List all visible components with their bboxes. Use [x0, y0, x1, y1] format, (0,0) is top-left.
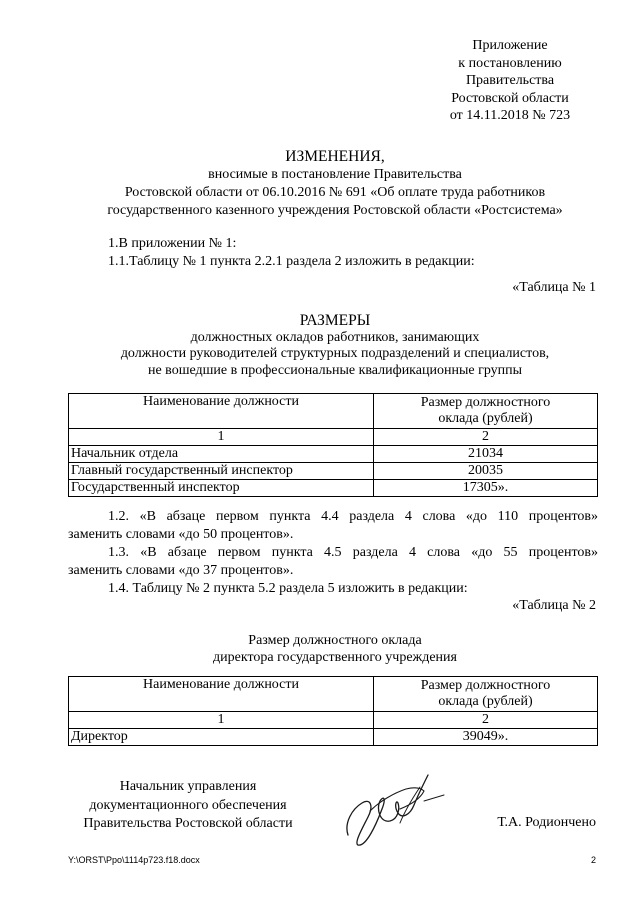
title-line: вносимые в постановление Правительства: [208, 167, 462, 182]
header-line: от 14.11.2018 № 723: [449, 108, 571, 123]
table2-heading: директора государственного учреждения: [213, 650, 457, 665]
table-header-cell: Наименование должности: [69, 394, 374, 429]
appendix-header: [380, 37, 640, 125]
table1-subheading: должности руководителей структурных подразделений и специалистов,: [120, 346, 550, 361]
item-1-4: 1.4. Таблицу № 2 пункта 5.2 раздела 5 изложить в редакции:: [108, 581, 468, 596]
table-row: [69, 480, 598, 497]
table-cell: 2: [374, 712, 598, 729]
items-block: [68, 508, 598, 598]
position-name: Директор: [69, 729, 374, 746]
table-number-row: [69, 429, 598, 446]
table-cell: 1: [69, 712, 374, 729]
position-name: Начальник отдела: [69, 446, 374, 463]
signatory-line: Начальник управления: [119, 779, 257, 794]
table-header-text: оклада (рублей): [438, 411, 533, 426]
item-1: 1.В приложении № 1:: [108, 236, 237, 251]
signatory-line: Правительства Ростовской области: [83, 816, 293, 831]
table-number-row: [69, 712, 598, 729]
table-header-row: [69, 394, 598, 429]
table1-heading-block: [40, 313, 630, 379]
item-1-3: 1.3. «В абзаце первом пункта 4.5 раздела 4 слова «до 55 процентов»: [108, 545, 598, 560]
item-1-1: 1.1.Таблицу № 1 пункта 2.2.1 раздела 2 изложить в редакции:: [108, 254, 475, 269]
salary-value: 20035: [374, 463, 598, 480]
header-line: Приложение: [472, 38, 548, 53]
item-1-2-cont: заменить словами «до 50 процентов».: [68, 527, 294, 542]
header-line: к постановлению: [458, 55, 562, 71]
file-path: Y:\ORST\Ppo\1114p723.f18.docx: [68, 855, 200, 865]
table-header-text: оклада (рублей): [438, 694, 533, 709]
table-header-row: [69, 677, 598, 712]
signatory-title: [68, 778, 308, 834]
table-header-cell: Наименование должности: [69, 677, 374, 712]
table-row: [69, 729, 598, 746]
signatory-name: Т.А. Родиончено: [497, 815, 596, 830]
salary-value: 21034: [374, 446, 598, 463]
table-header-cell: [374, 677, 598, 712]
table2-heading-block: [40, 632, 630, 666]
table-cell: 2: [374, 429, 598, 446]
table-row: [69, 463, 598, 480]
header-line: Правительства: [465, 73, 555, 88]
table-header-text: Размер должностного: [420, 395, 551, 410]
position-name: Главный государственный инспектор: [69, 463, 374, 480]
document-title: [40, 148, 630, 220]
table1-label: «Таблица № 1: [512, 280, 596, 295]
title-line: государственного казенного учреждения Ростовской области «Ростсистема»: [107, 203, 563, 218]
table2: [68, 676, 598, 746]
table-row: [69, 446, 598, 463]
page-number: 2: [590, 855, 596, 865]
signatory-line: документационного обеспечения: [89, 797, 287, 813]
section-intro: [68, 235, 598, 271]
table2-heading: Размер должностного оклада: [248, 633, 422, 648]
item-1-3-cont: заменить словами «до 37 процентов».: [68, 563, 294, 578]
header-line: Ростовской области: [451, 90, 569, 106]
title-line: Ростовской области от 06.10.2016 № 691 «Об оплате труда работников: [124, 185, 546, 200]
title-heading: ИЗМЕНЕНИЯ,: [285, 148, 385, 165]
table-header-cell: [374, 394, 598, 429]
salary-value: 39049».: [374, 729, 598, 746]
item-1-2: 1.2. «В абзаце первом пункта 4.4 раздела 4 слова «до 110 процентов»: [108, 509, 598, 524]
table1: [68, 393, 598, 497]
position-name: Государственный инспектор: [69, 480, 374, 497]
table-header-text: Размер должностного: [420, 678, 551, 693]
handwritten-signature: [340, 765, 450, 850]
table-cell: 1: [69, 429, 374, 446]
table1-subheading: должностных окладов работников, занимающих: [190, 329, 480, 345]
table1-subheading: не вошедшие в профессиональные квалификационные группы: [147, 362, 523, 378]
table1-heading: РАЗМЕРЫ: [299, 312, 371, 329]
salary-value: 17305».: [374, 480, 598, 497]
table2-label: «Таблица № 2: [512, 598, 596, 613]
